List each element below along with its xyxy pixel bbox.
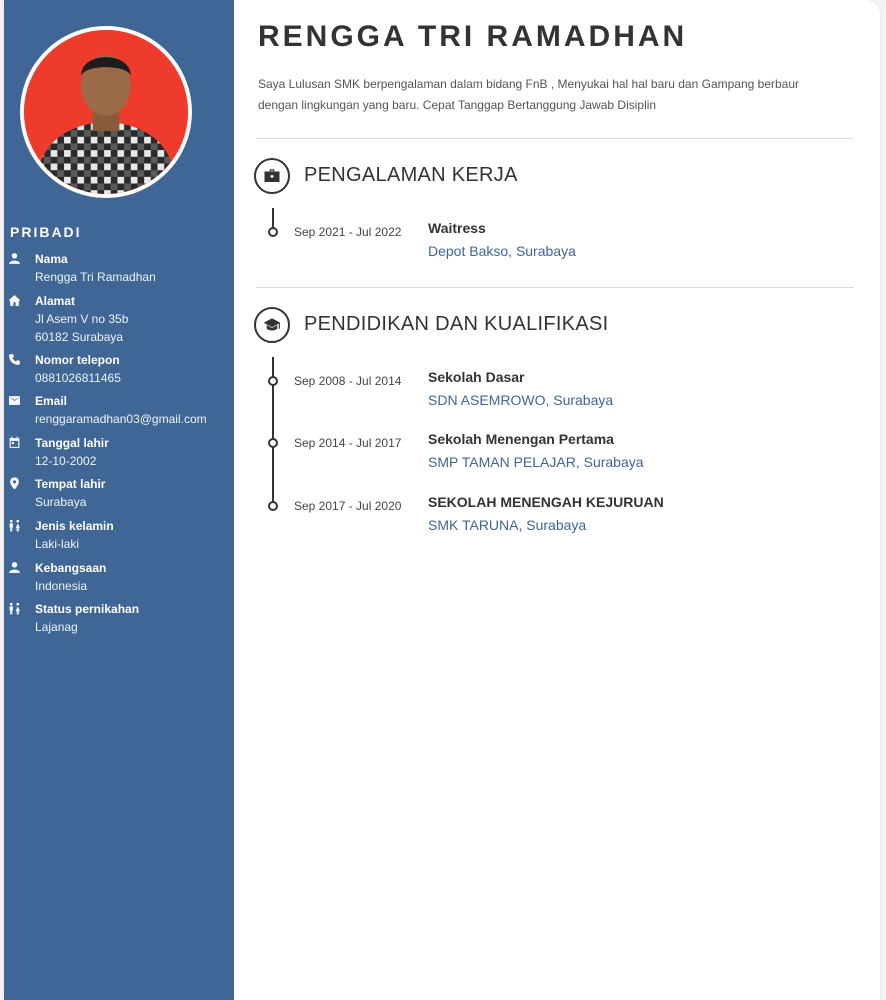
info-label: Email: [35, 394, 68, 409]
info-value: Indonesia: [35, 578, 88, 593]
location-pin-icon: [4, 475, 35, 517]
info-item-alamat: [4, 292, 234, 351]
info-item-email: [4, 392, 234, 434]
info-value: Surabaya: [35, 495, 87, 510]
profile-summary: Saya Lulusan SMK berpengalaman dalam bidang FnB , Menyukai hal hal baru dan Gampang berbaur dengan lingkungan yang baru. Cepat Tanggap Bertanggung Jawab Disiplin: [258, 77, 800, 112]
info-label: Kebangsaan: [35, 560, 107, 575]
timeline-dot: [268, 438, 278, 448]
divider: [256, 287, 854, 288]
mail-icon: [4, 392, 35, 434]
entry-date: Sep 2014 - Jul 2017: [294, 436, 402, 450]
info-item-jenis-kelamin: [4, 517, 234, 559]
sidebar: [4, 0, 234, 1000]
info-item-status-pernikahan: [4, 600, 234, 642]
calendar-icon: [4, 434, 35, 476]
personal-info-list: [4, 250, 234, 642]
home-icon: [4, 292, 35, 351]
info-value: Lajanag: [35, 620, 78, 635]
person-icon: [4, 559, 35, 601]
avatar: [20, 26, 192, 198]
sidebar-title: PRIBADI: [10, 224, 82, 240]
entry-organization: SMK TARUNA, Surabaya: [428, 517, 587, 533]
briefcase-icon: [254, 158, 290, 194]
info-value-line2: 60182 Surabaya: [35, 329, 124, 344]
info-value: 0881026811465: [35, 370, 121, 385]
info-item-tempat-lahir: [4, 475, 234, 517]
info-value: Rengga Tri Ramadhan: [35, 270, 156, 284]
page-title: RENGGA TRI RAMADHAN: [258, 20, 688, 53]
info-label: Nomor telepon: [35, 352, 120, 367]
entry-role: Sekolah Menengan Pertama: [428, 431, 614, 447]
divider: [256, 138, 854, 139]
entry-role: Waitress: [428, 220, 486, 236]
info-item-tanggal-lahir: [4, 434, 234, 476]
entry-role: Sekolah Dasar: [428, 369, 525, 385]
gender-icon: [4, 600, 35, 642]
info-item-telepon: [4, 351, 234, 393]
entry-organization: Depot Bakso, Surabaya: [428, 243, 576, 259]
main-content: [234, 0, 880, 1000]
info-label: Tempat lahir: [35, 477, 106, 492]
info-value: Laki-laki: [35, 536, 80, 551]
info-item-nama: [4, 250, 234, 292]
info-value: Jl Asem V no 35b: [35, 311, 129, 326]
info-label: Status pernikahan: [35, 602, 140, 617]
info-label: Tanggal lahir: [35, 435, 109, 450]
entry-date: Sep 2017 - Jul 2020: [294, 499, 402, 513]
info-value: 12-10-2002: [35, 453, 97, 468]
section-title-education: PENDIDIKAN DAN KUALIFIKASI: [304, 313, 609, 335]
entry-organization: SMP TAMAN PELAJAR, Surabaya: [428, 454, 644, 470]
timeline-dot: [268, 501, 278, 511]
person-icon: [4, 250, 35, 292]
info-label: Nama: [35, 252, 68, 266]
graduation-cap-icon: [254, 307, 290, 343]
info-label: Alamat: [35, 293, 76, 308]
entry-organization: SDN ASEMROWO, Surabaya: [428, 392, 614, 408]
info-item-kebangsaan: [4, 559, 234, 601]
gender-icon: [4, 517, 35, 559]
resume-page: [4, 0, 880, 1000]
timeline-dot: [268, 376, 278, 386]
timeline-dot: [268, 227, 278, 237]
entry-date: Sep 2008 - Jul 2014: [294, 374, 402, 388]
entry-role: SEKOLAH MENENGAH KEJURUAN: [428, 494, 664, 510]
info-value: renggaramadhan03@gmail.com: [35, 412, 207, 427]
section-title-experience: PENGALAMAN KERJA: [304, 164, 518, 186]
phone-icon: [4, 351, 35, 393]
info-label: Jenis kelamin: [35, 518, 114, 533]
entry-date: Sep 2021 - Jul 2022: [294, 225, 402, 239]
